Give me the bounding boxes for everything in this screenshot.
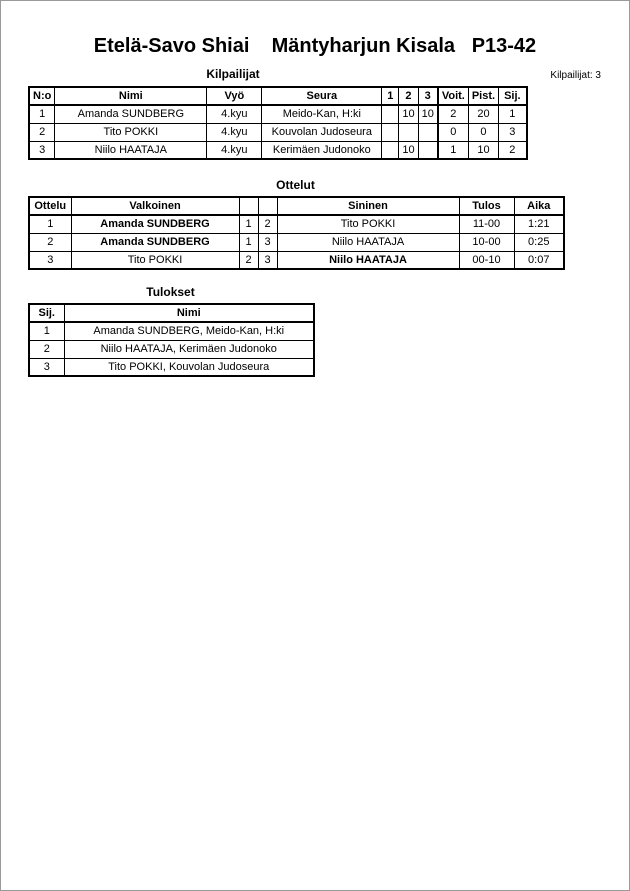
competitor-club: Kouvolan Judoseura [262, 123, 382, 141]
score-vs-1 [382, 123, 399, 141]
match-score: 00-10 [459, 251, 514, 269]
match-no: 2 [29, 233, 71, 251]
col-blue: Sininen [277, 197, 459, 215]
competitors-heading-row [1, 67, 629, 81]
blue-name: Niilo HAATAJA [277, 251, 459, 269]
col-name: Nimi [64, 304, 314, 322]
score-vs-3: 10 [418, 105, 438, 123]
competitor-club: Kerimäen Judonoko [262, 141, 382, 159]
table-row [29, 340, 314, 358]
col-time: Aika [514, 197, 564, 215]
matches-table [28, 196, 565, 270]
score-vs-1 [382, 105, 399, 123]
results-header-row [29, 304, 314, 322]
col-white: Valkoinen [71, 197, 239, 215]
result-place: 3 [29, 358, 64, 376]
match-time: 1:21 [514, 215, 564, 233]
white-no: 1 [239, 215, 258, 233]
wins: 2 [438, 105, 469, 123]
white-name: Amanda SUNDBERG [71, 215, 239, 233]
white-no: 1 [239, 233, 258, 251]
competitor-belt: 4.kyu [207, 141, 262, 159]
blue-name: Niilo HAATAJA [277, 233, 459, 251]
col-points: Pist. [468, 87, 498, 105]
wins: 0 [438, 123, 469, 141]
matches-header-row [29, 197, 564, 215]
col-opp1: 1 [382, 87, 399, 105]
wins: 1 [438, 141, 469, 159]
col-match-no: Ottelu [29, 197, 71, 215]
place: 1 [499, 105, 527, 123]
result-place: 2 [29, 340, 64, 358]
points: 20 [468, 105, 498, 123]
points: 0 [468, 123, 498, 141]
score-vs-1 [382, 141, 399, 159]
blue-no: 3 [258, 233, 277, 251]
competitor-name: Tito POKKI [55, 123, 207, 141]
score-vs-3 [418, 141, 438, 159]
place: 3 [499, 123, 527, 141]
table-row [29, 123, 527, 141]
results-table [28, 303, 315, 377]
match-no: 3 [29, 251, 71, 269]
score-vs-2: 10 [399, 141, 418, 159]
competitor-no: 3 [29, 141, 55, 159]
white-name: Tito POKKI [71, 251, 239, 269]
competitor-name: Niilo HAATAJA [55, 141, 207, 159]
table-row [29, 233, 564, 251]
col-blue-no [258, 197, 277, 215]
col-white-no [239, 197, 258, 215]
col-wins: Voit. [438, 87, 469, 105]
match-time: 0:07 [514, 251, 564, 269]
match-time: 0:25 [514, 233, 564, 251]
blue-no: 3 [258, 251, 277, 269]
table-row [29, 358, 314, 376]
result-name: Niilo HAATAJA, Kerimäen Judonoko [64, 340, 314, 358]
col-club: Seura [262, 87, 382, 105]
blue-no: 2 [258, 215, 277, 233]
competitor-name: Amanda SUNDBERG [55, 105, 207, 123]
competitor-belt: 4.kyu [207, 105, 262, 123]
col-no: N:o [29, 87, 55, 105]
table-row [29, 322, 314, 340]
competitors-table [28, 86, 528, 160]
competitor-club: Meido-Kan, H:ki [262, 105, 382, 123]
result-name: Tito POKKI, Kouvolan Judoseura [64, 358, 314, 376]
result-place: 1 [29, 322, 64, 340]
match-score: 10-00 [459, 233, 514, 251]
points: 10 [468, 141, 498, 159]
match-no: 1 [29, 215, 71, 233]
white-name: Amanda SUNDBERG [71, 233, 239, 251]
competitors-header-row [29, 87, 527, 105]
results-heading: Tulokset [146, 285, 195, 299]
table-row [29, 251, 564, 269]
page-title: Etelä-Savo Shiai Mäntyharjun Kisala P13-42 [93, 35, 537, 57]
matches-heading: Ottelut [276, 178, 315, 192]
competitor-no: 1 [29, 105, 55, 123]
score-vs-2: 10 [399, 105, 418, 123]
competitor-no: 2 [29, 123, 55, 141]
col-opp3: 3 [418, 87, 438, 105]
col-belt: Vyö [207, 87, 262, 105]
competitor-count: Kilpailijat: 3 [550, 70, 601, 81]
score-vs-2 [399, 123, 418, 141]
competitor-belt: 4.kyu [207, 123, 262, 141]
result-name: Amanda SUNDBERG, Meido-Kan, H:ki [64, 322, 314, 340]
score-vs-3 [418, 123, 438, 141]
col-opp2: 2 [399, 87, 418, 105]
table-row [29, 215, 564, 233]
col-place: Sij. [29, 304, 64, 322]
table-row [29, 105, 527, 123]
col-name: Nimi [55, 87, 207, 105]
competitors-heading: Kilpailijat [206, 67, 260, 81]
col-place: Sij. [499, 87, 527, 105]
match-score: 11-00 [459, 215, 514, 233]
col-result: Tulos [459, 197, 514, 215]
white-no: 2 [239, 251, 258, 269]
place: 2 [499, 141, 527, 159]
table-row [29, 141, 527, 159]
blue-name: Tito POKKI [277, 215, 459, 233]
